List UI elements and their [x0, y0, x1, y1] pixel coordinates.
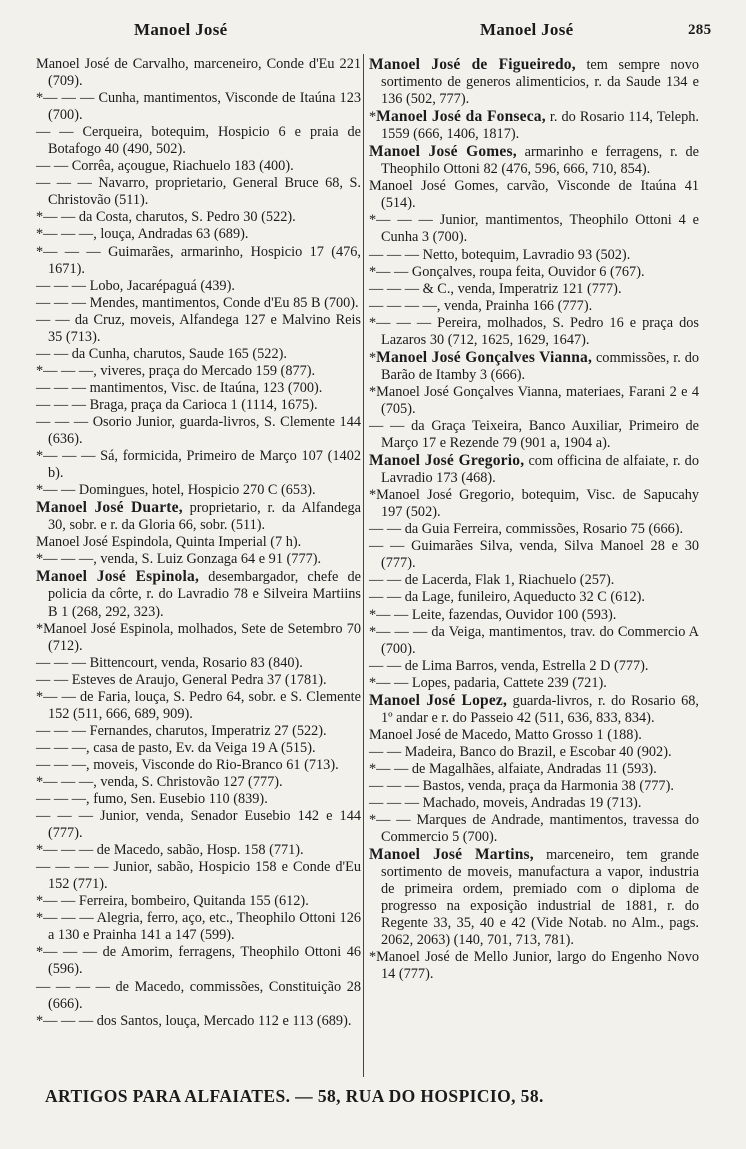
- directory-entry: — — —, fumo, Sen. Eusebio 110 (839).: [36, 791, 268, 808]
- directory-entry: *— — Leite, fazendas, Ouvidor 100 (593).: [369, 606, 617, 623]
- footer-advertisement: ARTIGOS PARA ALFAIATES. — 58, RUA DO HOSPICIO, 58.: [45, 1086, 544, 1106]
- directory-entry: *— — da Costa, charutos, S. Pedro 30 (522).: [36, 209, 296, 226]
- directory-entry: *Manoel José Gregorio, botequim, Visc. de Sapucahy 197 (502).: [369, 487, 699, 521]
- directory-entry: *— — — Alegria, ferro, aço, etc., Theophilo Ottoni 126 a 130 e Prainha 141 a 147 (599).: [36, 910, 361, 944]
- directory-entry: *— — —, viveres, praça do Mercado 159 (877).: [36, 362, 316, 379]
- directory-entry: *— — — Pereira, molhados, S. Pedro 16 e praça dos Lazaros 30 (712, 1625, 1629, 1647).: [369, 314, 699, 348]
- directory-entry: *— — de Magalhães, alfaiate, Andradas 11 (593).: [369, 760, 657, 777]
- entry-name-heading: Manoel José Lopez,: [369, 691, 508, 709]
- directory-entry: *— — Domingues, hotel, Hospicio 270 C (653).: [36, 482, 316, 499]
- page-number: 285: [688, 22, 712, 38]
- directory-entry: *— — — de Macedo, sabão, Hosp. 158 (771).: [36, 842, 304, 859]
- directory-entry: — — — Bastos, venda, praça da Harmonia 38 (777).: [369, 777, 674, 794]
- column-divider: [363, 54, 364, 1077]
- directory-entry: — — Cerqueira, botequim, Hospicio 6 e praia de Botafogo 40 (490, 502).: [36, 124, 361, 158]
- directory-entry: — — — Navarro, proprietario, General Bruce 68, S. Christovão (511).: [36, 175, 361, 209]
- directory-entry: *Manoel José Espinola, molhados, Sete de Setembro 70 (712).: [36, 620, 361, 654]
- directory-entry: *— — Gonçalves, roupa feita, Ouvidor 6 (767).: [369, 263, 645, 280]
- directory-entry: *— — Marques de Andrade, mantimentos, travessa do Commercio 5 (700).: [369, 812, 699, 846]
- directory-entry: *— — — Junior, mantimentos, Theophilo Ottoni 4 e Cunha 3 (700).: [369, 212, 699, 246]
- entry-name-heading: Manoel José Gregorio,: [369, 452, 525, 470]
- directory-entry: — — da Cunha, charutos, Saude 165 (522).: [36, 345, 287, 362]
- directory-entry: Manoel José de Figueiredo, tem sempre novo sortimento de generos alimenticios, r. da Saude 134 e 136 (502, 777).: [369, 56, 699, 108]
- directory-entry: — — — Braga, praça da Carioca 1 (1114, 1675).: [36, 396, 318, 413]
- directory-entry: — — da Lage, funileiro, Aqueducto 32 C (612).: [369, 589, 645, 606]
- directory-entry: — — — Mendes, mantimentos, Conde d'Eu 85 B (700).: [36, 294, 359, 311]
- directory-entry: — — —, moveis, Visconde do Rio-Branco 61 (713).: [36, 756, 339, 773]
- directory-entry: *— — Lopes, padaria, Cattete 239 (721).: [369, 674, 607, 691]
- directory-entry: Manoel José Gregorio, com officina de alfaiate, r. do Lavradio 173 (468).: [369, 452, 699, 487]
- directory-entry: *— — — Cunha, mantimentos, Visconde de Itaúna 123 (700).: [36, 90, 361, 124]
- directory-entry: *— — — de Amorim, ferragens, Theophilo Ottoni 46 (596).: [36, 944, 361, 978]
- directory-entry: — — — Fernandes, charutos, Imperatriz 27 (522).: [36, 722, 327, 739]
- directory-entry: — — de Lacerda, Flak 1, Riachuelo (257).: [369, 572, 615, 589]
- directory-entry: — — — Machado, moveis, Andradas 19 (713).: [369, 795, 642, 812]
- directory-entry: *Manoel José de Mello Junior, largo do Engenho Novo 14 (777).: [369, 949, 699, 983]
- directory-entry: — — de Lima Barros, venda, Estrella 2 D (777).: [369, 657, 649, 674]
- directory-entry: *— — Ferreira, bombeiro, Quitanda 155 (612).: [36, 893, 309, 910]
- directory-entry: — — Esteves de Araujo, General Pedra 37 (1781).: [36, 671, 327, 688]
- directory-entry: Manoel José Espinola, desembargador, chefe de policia da côrte, r. do Lavradio 78 e Silveira Martiins B 1 (268, 292, 323).: [36, 568, 361, 620]
- entry-name-heading: Manoel José Espinola,: [36, 568, 200, 586]
- directory-entry: — — — Bittencourt, venda, Rosario 83 (840).: [36, 654, 303, 671]
- directory-entry: — — —, casa de pasto, Ev. da Veiga 19 A (515).: [36, 739, 316, 756]
- entry-name-heading: Manoel José Martins,: [369, 846, 534, 864]
- directory-entry: *— — de Faria, louça, S. Pedro 64, sobr. e S. Clemente 152 (511, 666, 689, 909).: [36, 688, 361, 722]
- directory-entry: *— — — da Veiga, mantimentos, trav. do Commercio A (700).: [369, 623, 699, 657]
- directory-entry: *Manoel José da Fonseca, r. do Rosario 114, Teleph. 1559 (666, 1406, 1817).: [369, 108, 699, 143]
- entry-name-heading: Manoel José Gomes,: [369, 143, 517, 161]
- directory-entry: — — — — de Macedo, commissões, Constituição 28 (666).: [36, 978, 361, 1012]
- directory-entry: — — — —, venda, Prainha 166 (777).: [369, 297, 593, 314]
- directory-entry: *— — —, louça, Andradas 63 (689).: [36, 226, 249, 243]
- directory-entry: Manoel José Espindola, Quinta Imperial (7 h).: [36, 534, 302, 551]
- directory-entry: — — Corrêa, açougue, Riachuelo 183 (400).: [36, 158, 294, 175]
- directory-entry: *— — —, venda, S. Christovão 127 (777).: [36, 773, 283, 790]
- right-column: [369, 56, 699, 984]
- directory-entry: — — da Cruz, moveis, Alfandega 127 e Malvino Reis 35 (713).: [36, 311, 361, 345]
- directory-entry: *— — — dos Santos, louça, Mercado 112 e 113 (689).: [36, 1012, 352, 1029]
- directory-entry: — — — Netto, botequim, Lavradio 93 (502).: [369, 246, 631, 263]
- directory-entry: Manoel José de Carvalho, marceneiro, Conde d'Eu 221 (709).: [36, 56, 361, 90]
- directory-entry: Manoel José Gomes, armarinho e ferragens, r. de Theophilo Ottoni 82 (476, 596, 666, 710, 854).: [369, 143, 700, 178]
- directory-entry: *— — —, venda, S. Luiz Gonzaga 64 e 91 (777).: [36, 551, 322, 568]
- directory-entry: Manoel José Lopez, guarda-livros, r. do Rosario 68, 1º andar e r. do Passeio 42 (511, 636, 833, 834).: [369, 691, 700, 726]
- directory-entry: *Manoel José Gonçalves Vianna, commissões, r. do Barão de Itamby 3 (666).: [369, 348, 699, 383]
- entry-name-heading: Manoel José Gonçalves Vianna,: [376, 348, 593, 366]
- directory-entry: — — Guimarães Silva, venda, Silva Manoel 28 e 30 (777).: [369, 538, 699, 572]
- directory-entry: — — — Lobo, Jacarépaguá (439).: [36, 277, 235, 294]
- directory-entry: *— — — Guimarães, armarinho, Hospicio 17 (476, 1671).: [36, 243, 361, 277]
- directory-entry: — — — Junior, venda, Senador Eusebio 142 e 144 (777).: [36, 808, 361, 842]
- directory-entry: — — Madeira, Banco do Brazil, e Escobar 40 (902).: [369, 743, 672, 760]
- directory-entry: — — — — Junior, sabão, Hospicio 158 e Conde d'Eu 152 (771).: [36, 859, 361, 893]
- directory-entry: — — da Graça Teixeira, Banco Auxiliar, Primeiro de Março 17 e Rezende 79 (901 a, 1904 a).: [369, 417, 699, 452]
- running-head-left: Manoel José: [134, 20, 228, 39]
- directory-entry: Manoel José Duarte, proprietario, r. da Alfandega 30, sobr. e r. da Gloria 66, sobr. (511).: [36, 499, 361, 534]
- directory-entry: *Manoel José Gonçalves Vianna, materiaes, Farani 2 e 4 (705).: [369, 383, 699, 417]
- entry-name-heading: Manoel José de Figueiredo,: [369, 56, 576, 73]
- directory-entry: — — da Guia Ferreira, commissões, Rosario 75 (666).: [369, 521, 684, 538]
- directory-entry: — — — & C., venda, Imperatriz 121 (777).: [369, 280, 622, 297]
- directory-entry: Manoel José de Macedo, Matto Grosso 1 (188).: [369, 726, 642, 743]
- directory-entry: Manoel José Gomes, carvão, Visconde de Itaúna 41 (514).: [369, 178, 699, 212]
- directory-entry: — — — mantimentos, Visc. de Itaúna, 123 (700).: [36, 379, 323, 396]
- entry-name-heading: Manoel José Duarte,: [36, 499, 183, 517]
- entry-name-heading: Manoel José da Fonseca,: [376, 108, 546, 126]
- running-head-right: Manoel José: [480, 20, 574, 39]
- directory-entry: Manoel José Martins, marceneiro, tem grande sortimento de moveis, manufactura a vapor, industria de primeira ordem, premiado com o diploma de progresso na exposição industrial de 1881, r. do Regente 33, 35, 40 e 42 (Vide Notab. no Alm., pags. 2062, 2063) (140, 701, 713, 781).: [369, 846, 699, 949]
- directory-entry: — — — Osorio Junior, guarda-livros, S. Clemente 144 (636).: [36, 413, 361, 448]
- left-column: [36, 56, 361, 1030]
- directory-entry: *— — — Sá, formicida, Primeiro de Março 107 (1402 b).: [36, 448, 361, 482]
